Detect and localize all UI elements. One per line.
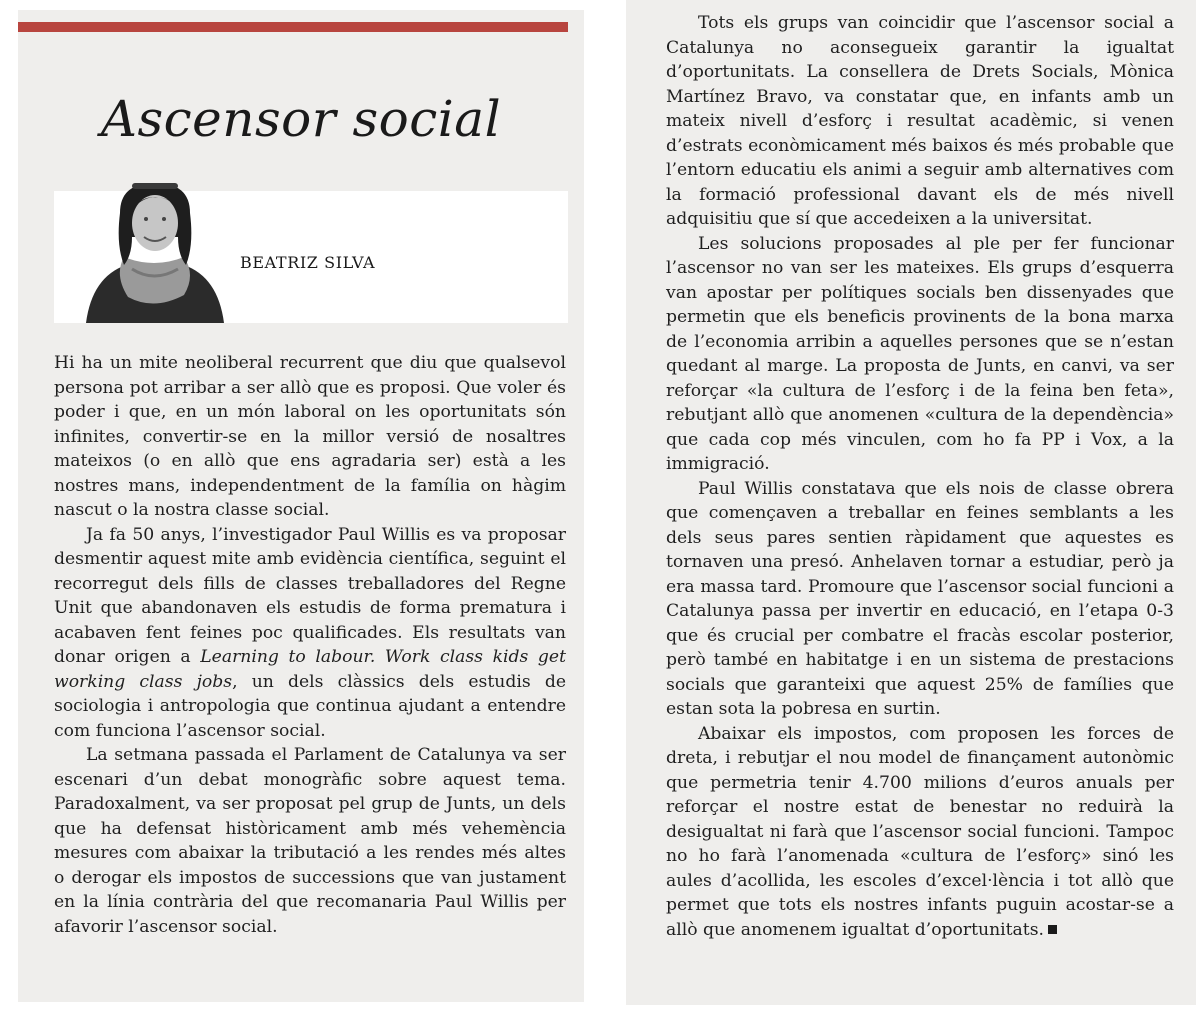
left-column — [18, 10, 584, 1002]
right-column — [626, 0, 1196, 1005]
paragraph-text: Ja fa 50 anys, l’investigador Paul Willis es va proposar desmentir aquest mite amb evidència científica, seguint el recorregut dels fills de classes treballadores del Regne Unit que abandonaven els estudis de forma prematura i acabaven fent feines poc qualificades. Els resultats van donar origen a — [54, 524, 566, 667]
paragraph — [666, 722, 1174, 943]
article-body-left — [54, 351, 566, 939]
book-title: Learning to labour. Work class kids get working class jobs — [54, 647, 567, 692]
paragraph-text: , un dels clàssics dels estudis de sociologia i antropologia que continua ajudant a entendre com funciona l’ascensor social. — [54, 671, 566, 741]
paragraph — [54, 523, 566, 744]
paragraph: Tots els grups van coincidir que l’ascensor social a Catalunya no aconsegueix garantir la igualtat d’oportunitats. La consellera de Drets Socials, Mònica Martínez Bravo, va constatar que, en infants amb un mateix nivell d’esforç i resultat acadèmic, si venen d’estrats econòmicament més baixos és més probable que l’entorn educatiu els animi a seguir amb alternatives com la formació professional davant els de més nivell adquisitiu que sí que accedeixen a la universitat. — [666, 13, 1174, 229]
paragraph-text: Abaixar els impostos, com proposen les forces de dreta, i rebutjar el nou model de finançament autonòmic que permetria tenir 4.700 milions d’euros anuals per reforçar el nostre estat de benestar no reduirà la desigualtat ni farà que l’ascensor social funcioni. Tampoc no ho farà l’anomenada «cultura de l’esforç» sinó les aules d’acollida, les escoles d’excel·lència i tot allò que permet que tots els nostres infants puguin acostar-se a allò que anomenem igualtat d’oportunitats. — [666, 723, 1174, 940]
paragraph: Hi ha un mite neoliberal recurrent que diu que qualsevol persona pot arribar a ser allò que es proposi. Que voler és poder i que, en un món laboral on les oportunitats són infinites, convertir-se en la millor versió de nosaltres mateixos (o en allò que ens agradaria ser) està a les nostres mans, independentment de la família on hàgim nascut o la nostra classe social. — [54, 353, 566, 520]
section-color-bar — [18, 22, 568, 32]
author-band — [54, 191, 568, 323]
author-name: BEATRIZ SILVA — [240, 253, 376, 272]
end-mark-icon — [1048, 925, 1057, 934]
article-body-right — [666, 11, 1174, 942]
paragraph: Paul Willis constatava que els nois de classe obrera que començaven a treballar en feines semblants a les dels seus pares sentien ràpidament que aquestes es tornaven una presó. Anhelaven tornar a estudiar, però ja era massa tard. Promoure que l’ascensor social funcioni a Catalunya passa per invertir en educació, en l’etapa 0-3 que és crucial per combatre el fracàs escolar posterior, però també en habitatge i en un sistema de prestacions socials que garanteixi que aquest 25% de famílies que estan sota la pobresa en surtin. — [666, 478, 1174, 719]
author-photo — [80, 179, 230, 323]
article-title: Ascensor social — [100, 90, 502, 148]
paragraph: La setmana passada el Parlament de Catalunya va ser escenari d’un debat monogràfic sobre aquest tema. Paradoxalment, va ser proposat pel grup de Junts, un dels que ha defensat històricament amb més vehemència mesures com abaixar la tributació a les rendes més altes o derogar els impostos de successions que van justament en la línia contrària del que recomanaria Paul Willis per afavorir l’ascensor social. — [54, 745, 566, 937]
paragraph: Les solucions proposades al ple per fer funcionar l’ascensor no van ser les mateixes. Els grups d’esquerra van apostar per polítiques socials ben dissenyades que permetin que els beneficis provinents de la bona marxa de l’economia arribin a aquelles persones que se n’estan quedant al marge. La proposta de Junts, en canvi, va ser reforçar «la cultura de l’esforç i de la feina ben feta», rebutjant allò que anomenen «cultura de la dependència» que cada cop més vinculen, com ho fa PP i Vox, a la immigració. — [666, 233, 1174, 474]
